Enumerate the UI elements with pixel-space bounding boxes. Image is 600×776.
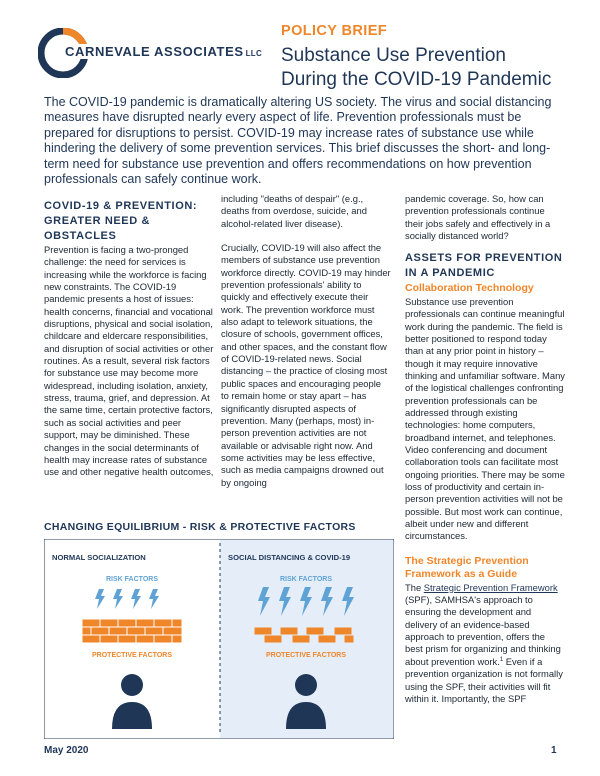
section-heading-greater-need: COVID-19 & PREVENTION: GREATER NEED & OBSTACLES xyxy=(44,200,198,242)
column-3 xyxy=(405,193,565,705)
page-number: 1 xyxy=(551,745,557,756)
section1-paragraph-1: Prevention is facing a two-pronged challenge: the need for services is increasing while the workforce is facing new constraints. The COVID-19 pandemic presents a host of issues: health concerns, financial and vocational disruptions, physical and social isolation, childcare and eldercare responsibilities, and disruption of social activities or other routines. As a result, several risk factors for substance use may become more widespread, including isolation, anxiety, stress, trauma, grief, and depression. At the same time, certain protective factors, such as social activities and peer support, may be diminished. These changes in the social determinants of health may increase rates of substance use and other negative health outcomes, xyxy=(44,244,214,478)
subheading-collaboration-technology: Collaboration Technology xyxy=(405,282,534,295)
right-protective-label: PROTECTIVE FACTORS xyxy=(266,652,346,659)
spf-link[interactable]: Strategic Prevention Framework xyxy=(423,581,558,593)
graphic-title: CHANGING EQUILIBRIUM - RISK & PROTECTIVE FACTORS xyxy=(44,521,356,533)
subheading-strategic-prevention-framework: The Strategic Prevention Framework as a Guide xyxy=(405,554,529,581)
left-protective-label: PROTECTIVE FACTORS xyxy=(92,652,172,659)
column-2 xyxy=(221,193,391,489)
intro-paragraph: The COVID-19 pandemic is dramatically altering US society. The virus and social distancing measures have disrupted nearly every aspect of life. Prevention professionals must be prepared for disruptions to persist. COVID-19 may increase rates of substance use while hindering the delivery of some prevention services. This brief discusses the short- and long-term need for substance use prevention and offers recommendations on how prevention professionals can safely continue work. xyxy=(44,95,552,187)
company-suffix: LLC xyxy=(245,49,263,58)
page-title xyxy=(281,44,551,92)
section1-paragraph-2-continued: pandemic coverage. So, how can prevention professionals continue their jobs safely and effectively in a socially distanced world? xyxy=(405,193,551,242)
left-brick-wall xyxy=(82,619,182,643)
left-risk-label: RISK FACTORS xyxy=(106,576,158,583)
footer-date: May 2020 xyxy=(44,745,89,756)
spf-paragraph: The Strategic Prevention Framework (SPF), SAMHSA's approach to ensuring the development and delivery of an evidence-based approach to prevention, offers the best prism for organizing and thinking about prevention work.$^1$ Even if a prevention organization is not formally using the SPF, their activities will fit within it. Importantly, the SPF xyxy=(405,581,563,704)
risk-protective-graphic xyxy=(44,539,394,739)
section1-paragraph-1-continued: including "deaths of despair" (e.g., deaths from overdose, suicide, and alcohol-related liver disease). xyxy=(221,193,367,229)
right-risk-label: RISK FACTORS xyxy=(280,576,332,583)
title-line-2: During the COVID-19 Pandemic xyxy=(281,69,552,90)
section-heading-assets: ASSETS FOR PREVENTION IN A PANDEMIC xyxy=(405,252,563,280)
title-line-1: Substance Use Prevention xyxy=(281,45,506,66)
collaboration-technology-paragraph: Substance use prevention professionals can continue meaningful work during the pandemic. The field is better positioned to respond today than at any prior point in history – though it may require innovative thinking and unfamiliar software. Many of the logistical challenges confronting prevention professionals can be addressed through existing technologies: home computers, broadband internet, and telephones. Video conferencing and document collaboration tools can facilitate most ongoing priorities. There may be some loss of productivity and certain in-person prevention activities will not be possible. But most work can continue, albeit under new and different circumstances. xyxy=(405,295,565,542)
left-panel-label: NORMAL SOCIALIZATION xyxy=(52,553,146,562)
column-1 xyxy=(44,199,214,479)
footnote-mark[interactable]: 1 xyxy=(499,656,504,663)
company-name: CARNEVALE ASSOCIATES LLC xyxy=(62,44,265,59)
section1-paragraph-2: Crucially, COVID-19 will also affect the members of substance use prevention workforce directly. COVID-19 may hinder prevention professionals' ability to quickly and effectively execute their work. The prevention workforce must also adapt to telework situations, the closure of schools, government offices, and other spaces, and the constant flow of COVID-19-related news. Social distancing – the practice of closing most public spaces and encouraging people to remain home or stay apart – has significantly disrupted aspects of prevention. Many (perhaps, most) in-person prevention activities are not available or advisable right now. And some activities may be less effective, such as media campaigns drowned out by ongoing xyxy=(221,242,391,488)
right-panel-label: SOCIAL DISTANCING & COVID-19 xyxy=(228,553,351,562)
policy-brief-kicker: POLICY BRIEF xyxy=(281,23,388,39)
